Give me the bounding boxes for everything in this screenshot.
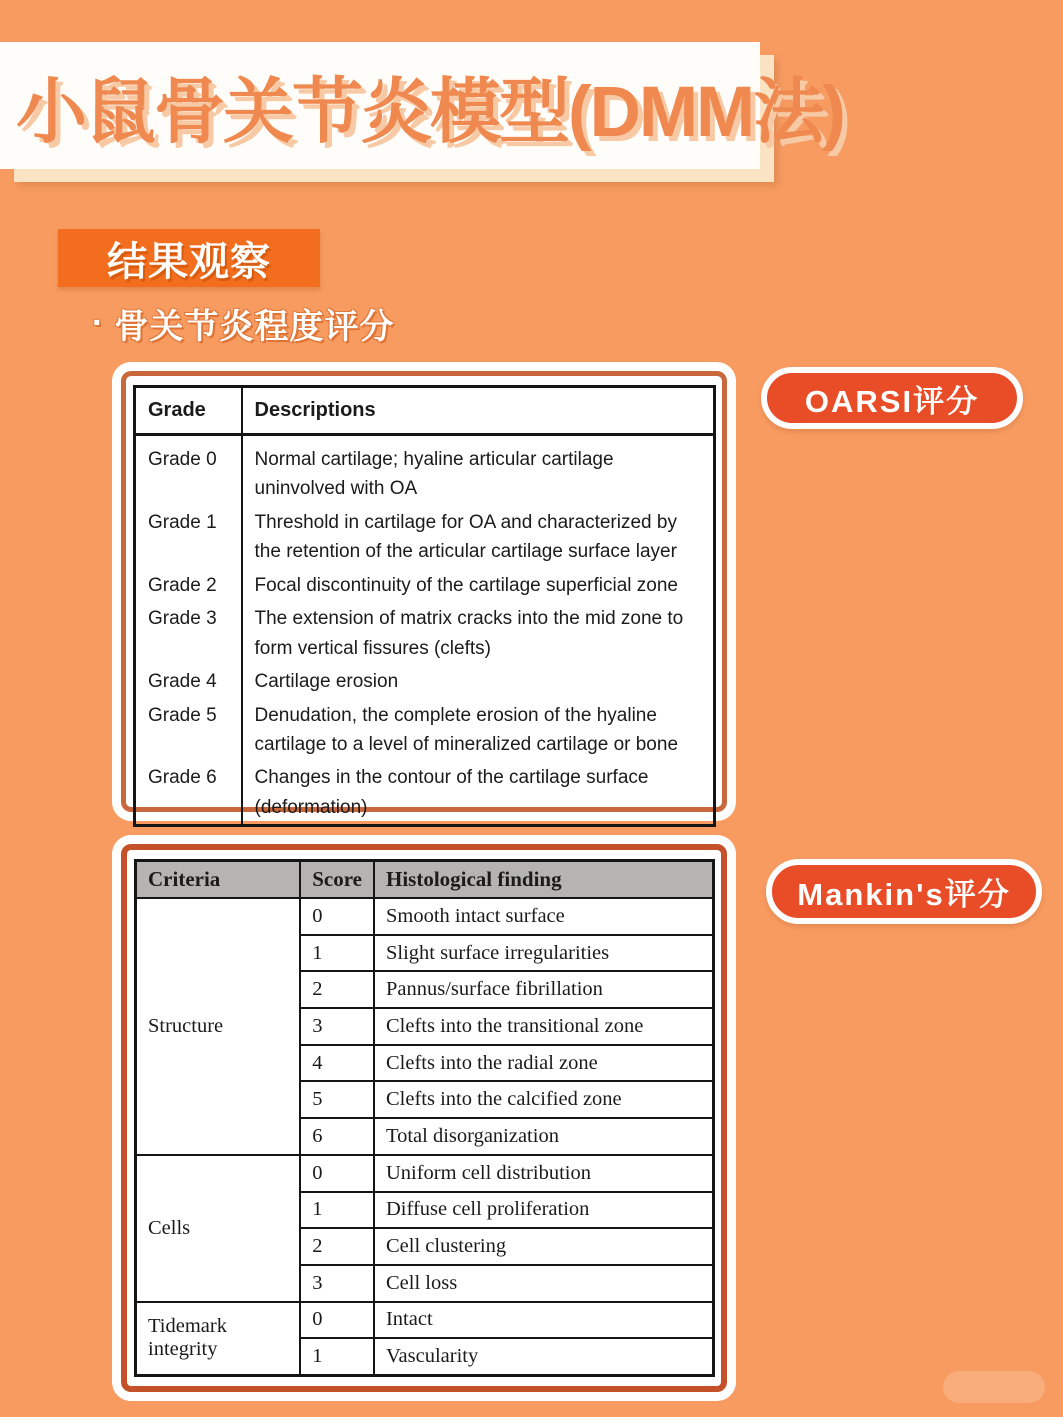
mankins-score-cell: 1 — [300, 935, 374, 972]
table-row — [135, 699, 715, 762]
mankins-score-cell: 1 — [300, 1192, 374, 1229]
mankins-criteria-cell: Structure — [136, 898, 301, 1155]
header-row — [135, 387, 715, 435]
table-row — [136, 1155, 714, 1192]
mankins-score-cell: 2 — [300, 971, 374, 1008]
table-row — [135, 761, 715, 825]
bullet-heading — [92, 299, 394, 348]
mankins-finding-cell: Intact — [374, 1302, 714, 1339]
mankins-finding-cell: Slight surface irregularities — [374, 935, 714, 972]
mankins-score-cell: 3 — [300, 1265, 374, 1302]
mankins-score-cell: 0 — [300, 898, 374, 935]
table-row — [135, 435, 715, 506]
oarsi-badge-label: OARSI评分 — [804, 383, 980, 419]
mankins-score-cell: 4 — [300, 1045, 374, 1082]
table-row — [135, 569, 715, 602]
mankins-table-card — [121, 844, 727, 1392]
page-title: 小鼠骨关节炎模型(DMM法) — [16, 72, 844, 152]
mankins-finding-cell: Uniform cell distribution — [374, 1155, 714, 1192]
mankins-finding-cell: Vascularity — [374, 1338, 714, 1375]
bullet-heading-label: 骨关节炎程度评分 — [114, 308, 395, 346]
table-row — [135, 665, 715, 698]
oarsi-description-cell: Threshold in cartilage for OA and characterized by the retention of the articular cartilage surface layer — [254, 511, 677, 563]
oarsi-grade-cell: Grade 1 — [135, 506, 242, 569]
oarsi-grade-cell: Grade 2 — [135, 569, 242, 602]
mankins-score-cell: 0 — [300, 1155, 374, 1192]
oarsi-description-cell: Focal discontinuity of the cartilage superficial zone — [254, 574, 679, 596]
oarsi-header-grade: Grade — [135, 387, 242, 435]
mankins-header-finding: Histological finding — [374, 861, 714, 899]
oarsi-header-descriptions: Descriptions — [242, 387, 715, 435]
oarsi-grade-cell: Grade 6 — [135, 761, 242, 825]
oarsi-grade-cell: Grade 5 — [135, 699, 242, 762]
oarsi-table-header — [135, 387, 715, 435]
mankins-badge-label: Mankin's评分 — [797, 877, 1011, 912]
table-row — [135, 602, 715, 665]
mankins-finding-cell: Clefts into the transitional zone — [374, 1008, 714, 1045]
mankins-score-cell: 3 — [300, 1008, 374, 1045]
oarsi-description-cell: Denudation, the complete erosion of the hyaline cartilage to a level of mineralized cartilage or bone — [254, 704, 679, 755]
mankins-finding-cell: Cell loss — [374, 1265, 714, 1302]
bullet-dot: · — [92, 304, 105, 342]
mankins-score-cell: 2 — [300, 1228, 374, 1265]
mankins-finding-cell: Clefts into the calcified zone — [374, 1081, 714, 1118]
mankins-score-cell: 5 — [300, 1081, 374, 1118]
mankins-criteria-cell: Tidemark integrity — [136, 1302, 301, 1376]
table-row — [136, 898, 714, 935]
header-row — [136, 861, 714, 899]
mankins-finding-cell: Smooth intact surface — [374, 898, 714, 935]
mankins-finding-cell: Total disorganization — [374, 1118, 714, 1155]
oarsi-table — [133, 385, 716, 827]
oarsi-table-body — [135, 435, 715, 826]
oarsi-badge — [761, 367, 1023, 429]
oarsi-description-cell: The extension of matrix cracks into the mid zone to form vertical fissures (clefts) — [254, 608, 684, 659]
oarsi-grade-cell: Grade 4 — [135, 665, 242, 698]
mankins-table — [134, 859, 715, 1377]
mankins-header-criteria: Criteria — [136, 861, 301, 899]
oarsi-description-cell: Changes in the contour of the cartilage surface (deformation) — [254, 767, 649, 818]
mankins-table-header — [136, 861, 714, 899]
table-row — [136, 1302, 714, 1339]
watermark — [943, 1371, 1045, 1403]
section-header — [58, 229, 320, 287]
mankins-criteria-cell: Cells — [136, 1155, 301, 1302]
oarsi-grade-cell: Grade 3 — [135, 602, 242, 665]
mankins-finding-cell: Clefts into the radial zone — [374, 1045, 714, 1082]
table-row — [135, 506, 715, 569]
mankins-finding-cell: Diffuse cell proliferation — [374, 1192, 714, 1229]
mankins-score-cell: 0 — [300, 1302, 374, 1339]
oarsi-description-cell: Normal cartilage; hyaline articular cartilage uninvolved with OA — [254, 449, 614, 500]
mankins-score-cell: 6 — [300, 1118, 374, 1155]
mankins-table-body — [136, 898, 714, 1376]
mankins-finding-cell: Pannus/surface fibrillation — [374, 971, 714, 1008]
oarsi-grade-cell: Grade 0 — [135, 435, 242, 506]
oarsi-description-cell: Cartilage erosion — [254, 671, 399, 693]
mankins-header-score: Score — [300, 861, 374, 899]
section-header-label: 结果观察 — [107, 239, 271, 284]
mankins-finding-cell: Cell clustering — [374, 1228, 714, 1265]
oarsi-table-card — [121, 371, 727, 818]
mankins-score-cell: 1 — [300, 1338, 374, 1375]
mankins-badge — [766, 859, 1042, 924]
title-banner — [0, 42, 844, 169]
